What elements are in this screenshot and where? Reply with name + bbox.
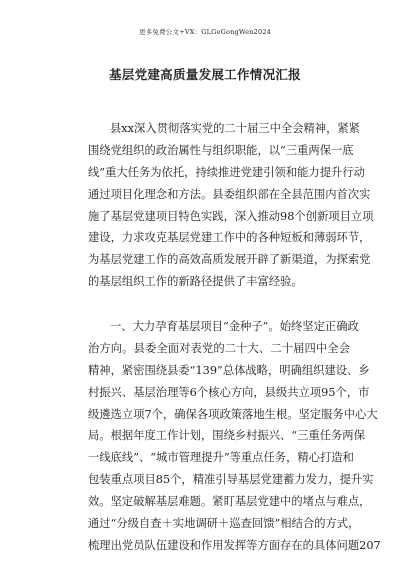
text-line: 精神，紧密围绕县委“139”总体战略，明确组织建设、乡: [88, 363, 370, 377]
text-line: 通过“分级自查＋实地调研＋巡查回馈”相结合的方式，: [88, 517, 360, 531]
text-line: 局。根据年度工作计划，围绕乡村振兴、“三重任务两保: [88, 429, 365, 443]
text-line: 为基层党建工作的高效高质发展开辟了新渠道，为探索党: [88, 253, 371, 267]
text-line: 包装重点项目85个，精准引导基层党建蓄力发力，提升实: [88, 473, 374, 487]
text-line: 级遴选立项7个，确保各项政策落地生根。坚定服务中心大: [88, 407, 378, 421]
text-line: 围绕党组织的政治属性与组织职能，以“三重两保一底: [88, 143, 354, 157]
text-line: 效。坚定破解基层难题。紧盯基层党建中的堵点与难点，: [88, 495, 371, 509]
text-line: 建设，力求攻克基层党建工作中的各种短板和薄弱环节，: [88, 231, 371, 245]
text-line: 的基层组织工作的新路径提供了丰富经验。: [88, 275, 303, 289]
text-line: 梳理出党员队伍建设和作用发挥等方面存在的具体问题207: [88, 538, 381, 552]
header-note: 更多免费公文+VX：GLGeGongWen2024: [139, 28, 271, 36]
paragraph-intro: [88, 118, 374, 293]
text-line: 县xx深入贯彻落实党的二十届三中全会精神，紧紧: [110, 122, 360, 135]
text-line: 通过项目化理念和方法。县委组织部在全县范围内首次实: [88, 187, 371, 201]
text-line: 村振兴、基层治理等6个核心方向，县级共立项95个，市: [88, 385, 370, 399]
text-line: 治方向。县委全面对表党的二十大、二十届四中全会: [88, 341, 350, 355]
paragraph-section-one: [88, 316, 381, 557]
text-line: 一线底线”、“城市管理提升”等重点任务，精心打造和: [88, 451, 354, 465]
text-line: 施了基层党建项目特色实践，深入推动98个创新项目立项: [88, 209, 374, 223]
document-title: 基层党建高质量发展工作情况汇报: [108, 67, 301, 82]
section-heading-line: 一、大力孕育基层项目“金种子”。始终坚定正确政: [110, 320, 359, 333]
text-line: 线”重大任务为依托，持续推进党建引领和能力提升行动: [88, 165, 365, 179]
